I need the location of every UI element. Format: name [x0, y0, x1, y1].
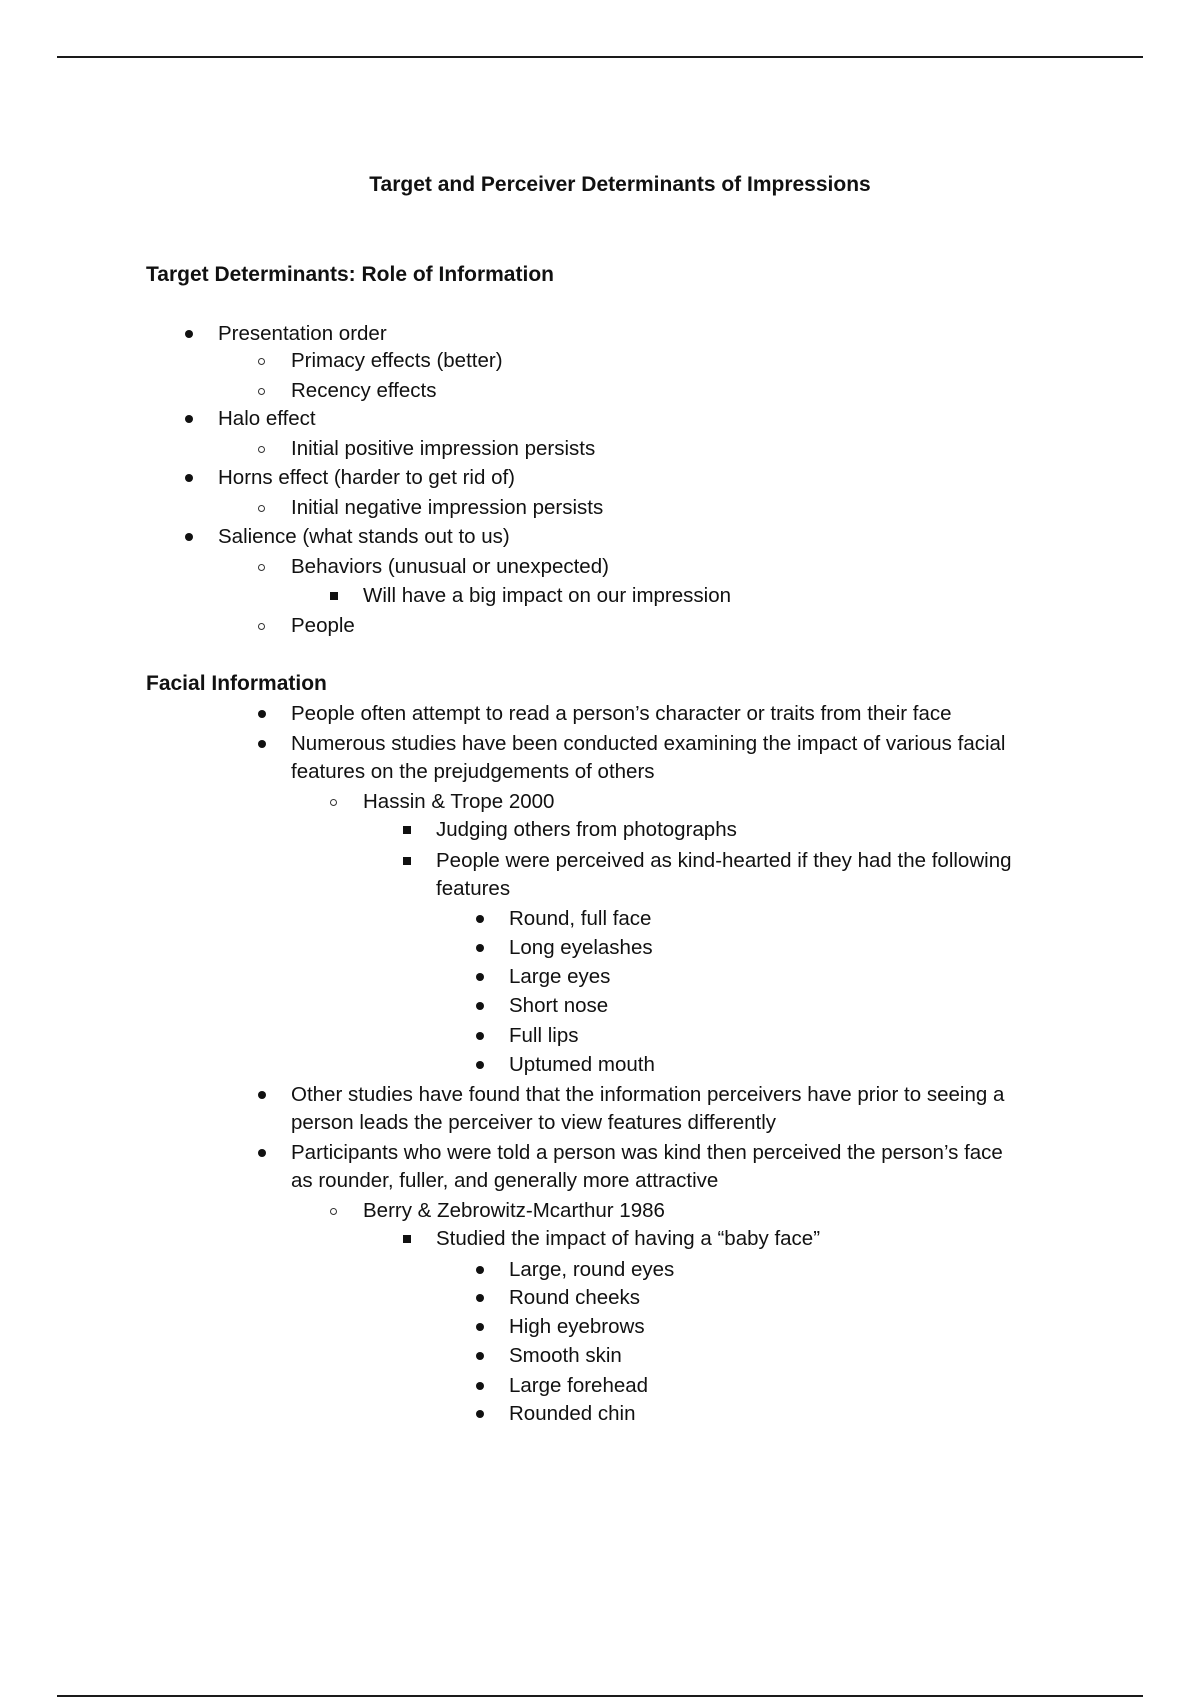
- circle-bullet-icon: [258, 505, 265, 512]
- square-bullet-icon: [403, 1235, 411, 1243]
- list-item: Behaviors (unusual or unexpected): [291, 554, 609, 580]
- list-item: Large eyes: [509, 964, 610, 990]
- disc-bullet-icon: [476, 1266, 484, 1274]
- disc-bullet-icon: [258, 1091, 266, 1099]
- list-item: People often attempt to read a person’s character or traits from their face: [291, 701, 952, 727]
- list-item: Participants who were told a person was kind then perceived the person’s face: [291, 1140, 1003, 1166]
- list-item: Large, round eyes: [509, 1257, 674, 1283]
- list-item: Presentation order: [218, 321, 387, 347]
- list-item: People were perceived as kind-hearted if they had the following: [436, 848, 1012, 874]
- list-item: Other studies have found that the information perceivers have prior to seeing a: [291, 1082, 1004, 1108]
- disc-bullet-icon: [476, 1061, 484, 1069]
- disc-bullet-icon: [476, 1323, 484, 1331]
- list-item: Round cheeks: [509, 1285, 640, 1311]
- list-item-continuation: person leads the perceiver to view features differently: [291, 1111, 777, 1134]
- list-item: Horns effect (harder to get rid of): [218, 465, 515, 491]
- list-item: Short nose: [509, 993, 608, 1019]
- circle-bullet-icon: [330, 1208, 337, 1215]
- list-item: Studied the impact of having a “baby face”: [436, 1226, 820, 1252]
- list-item: Primacy effects (better): [291, 348, 503, 374]
- section-heading-facial-information: Facial Information: [146, 672, 327, 695]
- disc-bullet-icon: [476, 1410, 484, 1418]
- list-item: Long eyelashes: [509, 935, 653, 961]
- list-item: Hassin & Trope 2000: [363, 789, 554, 815]
- circle-bullet-icon: [258, 564, 265, 571]
- list-item-continuation: features: [436, 877, 511, 900]
- list-item: Numerous studies have been conducted examining the impact of various facial: [291, 731, 1006, 757]
- disc-bullet-icon: [476, 915, 484, 923]
- list-item: Smooth skin: [509, 1343, 622, 1369]
- disc-bullet-icon: [185, 330, 193, 338]
- list-item: Initial positive impression persists: [291, 436, 595, 462]
- disc-bullet-icon: [476, 1294, 484, 1302]
- list-item: Halo effect: [218, 406, 316, 432]
- list-item-continuation: as rounder, fuller, and generally more attractive: [291, 1169, 719, 1192]
- disc-bullet-icon: [476, 1352, 484, 1360]
- disc-bullet-icon: [185, 474, 193, 482]
- disc-bullet-icon: [476, 1382, 484, 1390]
- list-item: Large forehead: [509, 1373, 648, 1399]
- list-item: Judging others from photographs: [436, 817, 737, 843]
- disc-bullet-icon: [258, 1149, 266, 1157]
- disc-bullet-icon: [476, 944, 484, 952]
- circle-bullet-icon: [258, 388, 265, 395]
- top-rule: [57, 56, 1143, 58]
- list-item: Berry & Zebrowitz-Mcarthur 1986: [363, 1198, 665, 1224]
- disc-bullet-icon: [258, 740, 266, 748]
- square-bullet-icon: [403, 826, 411, 834]
- circle-bullet-icon: [258, 358, 265, 365]
- list-item: Uptumed mouth: [509, 1052, 655, 1078]
- disc-bullet-icon: [185, 415, 193, 423]
- section-heading-target-determinants: Target Determinants: Role of Information: [146, 263, 554, 286]
- circle-bullet-icon: [258, 623, 265, 630]
- disc-bullet-icon: [476, 1032, 484, 1040]
- list-item: Will have a big impact on our impression: [363, 583, 731, 609]
- bottom-rule: [57, 1695, 1143, 1697]
- square-bullet-icon: [330, 592, 338, 600]
- disc-bullet-icon: [258, 710, 266, 718]
- circle-bullet-icon: [330, 799, 337, 806]
- list-item-continuation: features on the prejudgements of others: [291, 760, 655, 783]
- disc-bullet-icon: [476, 1002, 484, 1010]
- page-title: Target and Perceiver Determinants of Impressions: [369, 173, 871, 196]
- list-item: Initial negative impression persists: [291, 495, 603, 521]
- list-item: Salience (what stands out to us): [218, 524, 510, 550]
- list-item: High eyebrows: [509, 1314, 645, 1340]
- list-item: Full lips: [509, 1023, 579, 1049]
- list-item: People: [291, 613, 355, 639]
- list-item: Round, full face: [509, 906, 651, 932]
- square-bullet-icon: [403, 857, 411, 865]
- disc-bullet-icon: [476, 973, 484, 981]
- disc-bullet-icon: [185, 533, 193, 541]
- circle-bullet-icon: [258, 446, 265, 453]
- list-item: Rounded chin: [509, 1401, 636, 1427]
- list-item: Recency effects: [291, 378, 436, 404]
